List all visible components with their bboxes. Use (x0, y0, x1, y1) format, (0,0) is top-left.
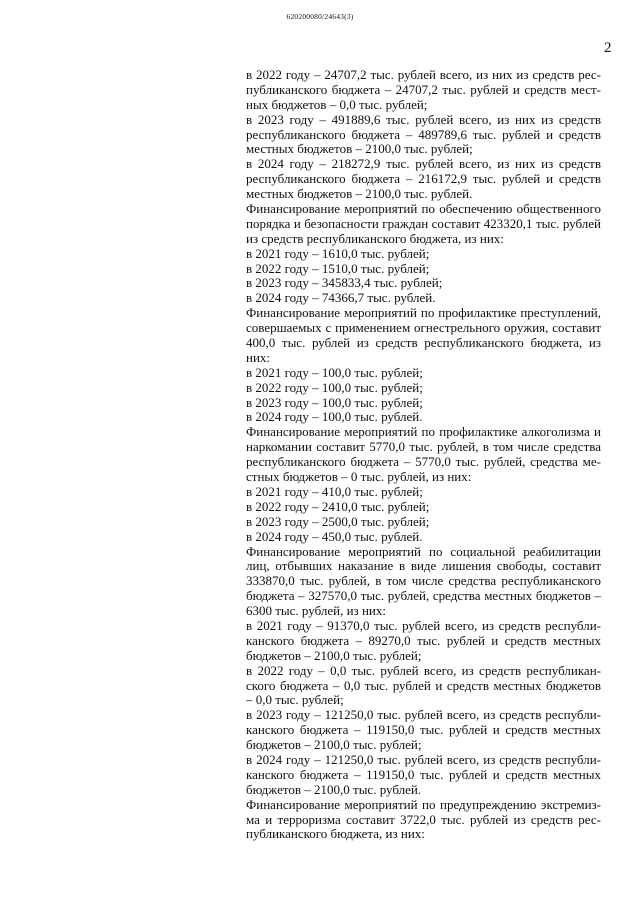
paragraph (246, 68, 601, 113)
paragraph (246, 500, 601, 515)
paragraph (246, 113, 601, 158)
text-line: – 0,0 тыс. рублей; (246, 693, 344, 708)
text-line: в 2021 году – 1610,0 тыс. рублей; (246, 246, 430, 261)
text-line: публиканского бюджета, из них: (246, 827, 425, 842)
paragraph (246, 157, 601, 202)
text-line: в 2024 году – 74366,7 тыс. рублей. (246, 291, 436, 306)
text-line: канского бюджета – 89270,0 тыс. рублей и средств местных (246, 633, 601, 648)
text-line: республиканского бюджета – 216172,9 тыс. рублей и средств (246, 172, 601, 187)
text-line: в 2022 году – 0,0 тыс. рублей всего, из средств республикан- (246, 663, 601, 678)
text-line: в 2021 году – 410,0 тыс. рублей; (246, 484, 423, 499)
text-line: местных бюджетов – 2100,0 тыс. рублей. (246, 187, 473, 202)
text-line: канского бюджета – 119150,0 тыс. рублей и средств местных (246, 723, 601, 738)
paragraph (246, 306, 601, 366)
text-line: в 2024 году – 100,0 тыс. рублей. (246, 410, 423, 425)
text-line: в 2023 году – 491889,6 тыс. рублей всего, из них из средств (246, 112, 601, 127)
text-line: Финансирование мероприятий по обеспечению общественного (246, 202, 601, 217)
page-number: 2 (604, 40, 612, 56)
text-line: Финансирование мероприятий по профилактике алкоголизма и (246, 425, 601, 440)
text-line: Финансирование мероприятий по социальной реабилитации (246, 544, 601, 559)
paragraph (246, 262, 601, 277)
text-line: в 2022 году – 1510,0 тыс. рублей; (246, 261, 430, 276)
text-line: в 2023 году – 2500,0 тыс. рублей; (246, 514, 430, 529)
paragraph (246, 545, 601, 619)
text-line: публиканского бюджета – 24707,2 тыс. рублей и средств мест- (246, 82, 601, 97)
text-line: в 2023 году – 100,0 тыс. рублей; (246, 395, 423, 410)
text-line: Финансирование мероприятий по профилактике преступлений, (246, 306, 601, 321)
text-line: 333870,0 тыс. рублей, в том числе средства республиканского (246, 574, 601, 589)
paragraph (246, 381, 601, 396)
paragraph (246, 425, 601, 485)
paragraph (246, 515, 601, 530)
text-line: в 2022 году – 2410,0 тыс. рублей; (246, 499, 430, 514)
text-line: из средств республиканского бюджета, из них: (246, 231, 504, 246)
paragraph (246, 798, 601, 843)
paragraph (246, 664, 601, 709)
text-line: в 2021 году – 91370,0 тыс. рублей всего, из средств республи- (246, 618, 601, 633)
document-code: 620200080/24643(3) (286, 12, 354, 21)
paragraph (246, 708, 601, 753)
text-line: в 2023 году – 121250,0 тыс. рублей всего, из средств республи- (246, 708, 601, 723)
text-line: совершаемых с применением огнестрельного оружия, составит (246, 321, 601, 336)
paragraph (246, 410, 601, 425)
text-line: бюджетов – 2100,0 тыс. рублей; (246, 738, 422, 753)
text-line: республиканского бюджета – 489789,6 тыс. рублей и средств (246, 127, 601, 142)
text-line: бюджетов – 2100,0 тыс. рублей; (246, 648, 422, 663)
text-line: лиц, отбывших наказание в виде лишения свободы, составит (246, 559, 601, 574)
text-line: 6300 тыс. рублей, из них: (246, 604, 386, 619)
text-line: в 2022 году – 24707,2 тыс. рублей всего, из них из средств рес- (246, 68, 601, 82)
text-line: в 2024 году – 121250,0 тыс. рублей всего, из средств республи- (246, 752, 601, 767)
paragraph (246, 202, 601, 247)
text-line: Финансирование мероприятий по предупреждению экстремиз- (246, 797, 601, 812)
text-line: порядка и безопасности граждан составит 423320,1 тыс. рублей (246, 216, 601, 231)
text-line: ма и терроризма составит 3722,0 тыс. рублей из средств рес- (246, 812, 601, 827)
text-line: в 2024 году – 450,0 тыс. рублей. (246, 529, 423, 544)
text-line: 400,0 тыс. рублей из средств республиканского бюджета, из (246, 336, 601, 351)
paragraph (246, 753, 601, 798)
text-line: канского бюджета – 119150,0 тыс. рублей и средств местных (246, 767, 601, 782)
text-line: ского бюджета – 0,0 тыс. рублей и средств местных бюджетов (246, 678, 601, 693)
text-line: республиканского бюджета – 5770,0 тыс. рублей, средства ме- (246, 455, 601, 470)
paragraph (246, 530, 601, 545)
text-line: бюджетов – 2100,0 тыс. рублей. (246, 782, 422, 797)
text-line: бюджета – 327570,0 тыс. рублей, средства местных бюджетов – (246, 589, 601, 604)
paragraph (246, 396, 601, 411)
text-line: ных бюджетов – 0,0 тыс. рублей; (246, 97, 428, 112)
text-line: в 2024 году – 218272,9 тыс. рублей всего, из них из средств (246, 157, 601, 172)
text-line: в 2021 году – 100,0 тыс. рублей; (246, 365, 423, 380)
paragraph (246, 485, 601, 500)
document-body (246, 68, 601, 842)
paragraph (246, 619, 601, 664)
paragraph (246, 276, 601, 291)
paragraph (246, 366, 601, 381)
text-line: местных бюджетов – 2100,0 тыс. рублей; (246, 142, 473, 157)
text-line: стных бюджетов – 0 тыс. рублей, из них: (246, 470, 472, 485)
text-line: в 2023 году – 345833,4 тыс. рублей; (246, 276, 443, 291)
text-line: наркомании составит 5770,0 тыс. рублей, в том числе средства (246, 440, 601, 455)
paragraph (246, 291, 601, 306)
text-line: в 2022 году – 100,0 тыс. рублей; (246, 380, 423, 395)
text-line: них: (246, 350, 271, 365)
paragraph (246, 247, 601, 262)
